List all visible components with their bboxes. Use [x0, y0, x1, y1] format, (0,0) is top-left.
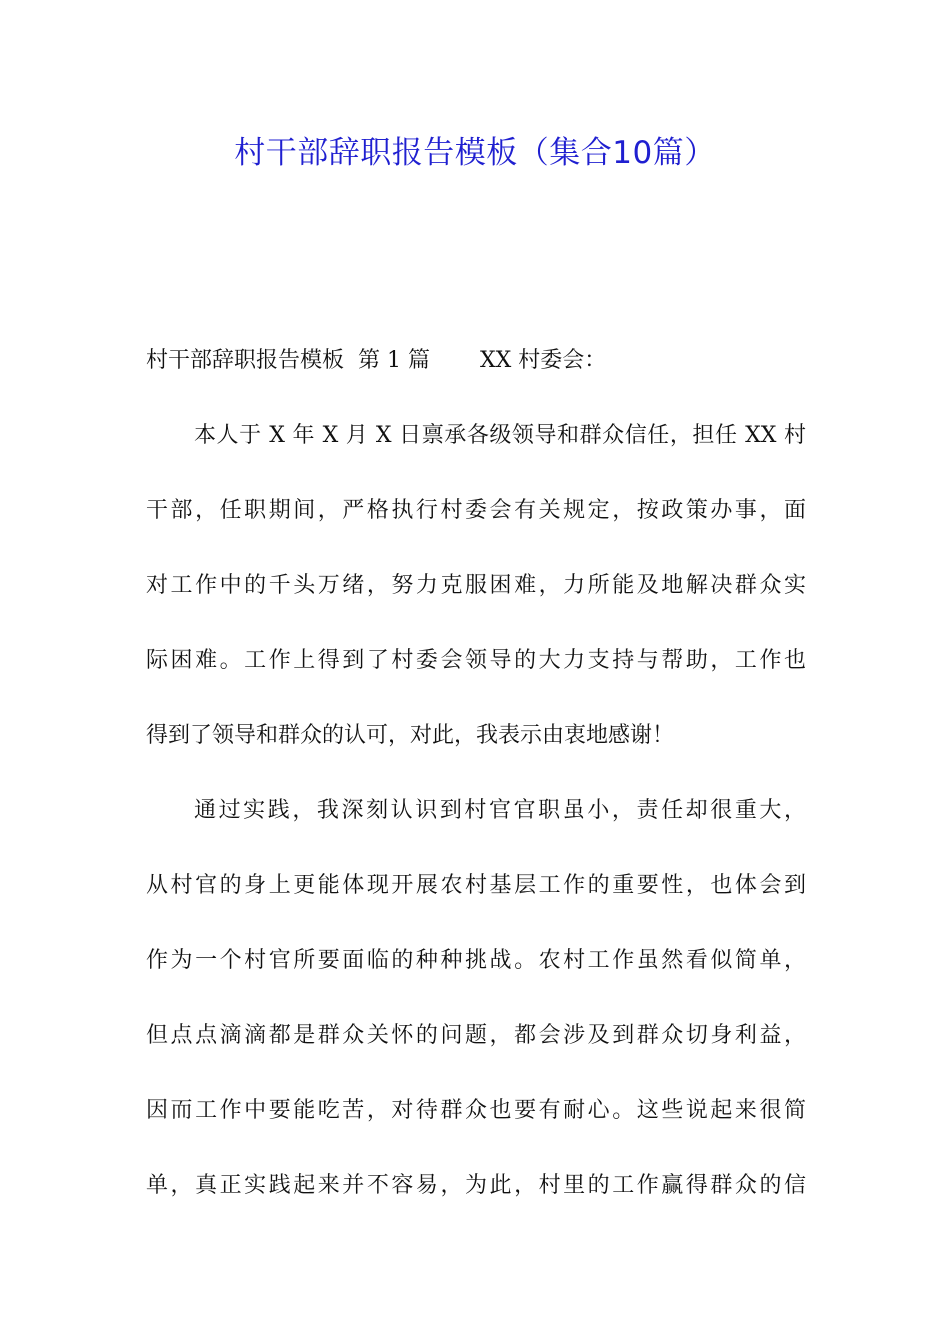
paragraph-line: 作为一个村官所要面临的种种挑战。农村工作虽然看似简单，: [146, 948, 806, 973]
paragraph-line: 本人于 X 年 X 月 X 日禀承各级领导和群众信任，担任 XX 村: [194, 423, 806, 448]
paragraph-line: 对工作中的千头万绪，努力克服困难，力所能及地解决群众实: [146, 573, 806, 598]
paragraph-line: 因而工作中要能吃苦，对待群众也要有耐心。这些说起来很简: [146, 1098, 806, 1123]
paragraph-line: 得到了领导和群众的认可，对此，我表示由衷地感谢！: [146, 723, 675, 748]
paragraph-1: [146, 413, 806, 788]
paragraph-line: 干部，任职期间，严格执行村委会有关规定，按政策办事，面: [146, 498, 806, 523]
section-heading-line: [146, 338, 806, 413]
paragraph-line: 通过实践，我深刻认识到村官官职虽小，责任却很重大，: [194, 798, 806, 823]
paragraph-2: [146, 788, 806, 1238]
document-title: 村干部辞职报告模板（集合10篇）: [234, 135, 716, 171]
document-body: [146, 338, 806, 1238]
paragraph-line: 际困难。工作上得到了村委会领导的大力支持与帮助，工作也: [146, 648, 806, 673]
paragraph-line: 单，真正实践起来并不容易，为此，村里的工作赢得群众的信: [146, 1173, 806, 1198]
section-heading: 村干部辞职报告模板 第 1 篇: [146, 348, 430, 373]
paragraph-line: 但点点滴滴都是群众关怀的问题，都会涉及到群众切身利益，: [146, 1023, 806, 1048]
paragraph-line: 从村官的身上更能体现开展农村基层工作的重要性，也体会到: [146, 873, 806, 898]
salutation: XX 村委会：: [479, 348, 607, 373]
